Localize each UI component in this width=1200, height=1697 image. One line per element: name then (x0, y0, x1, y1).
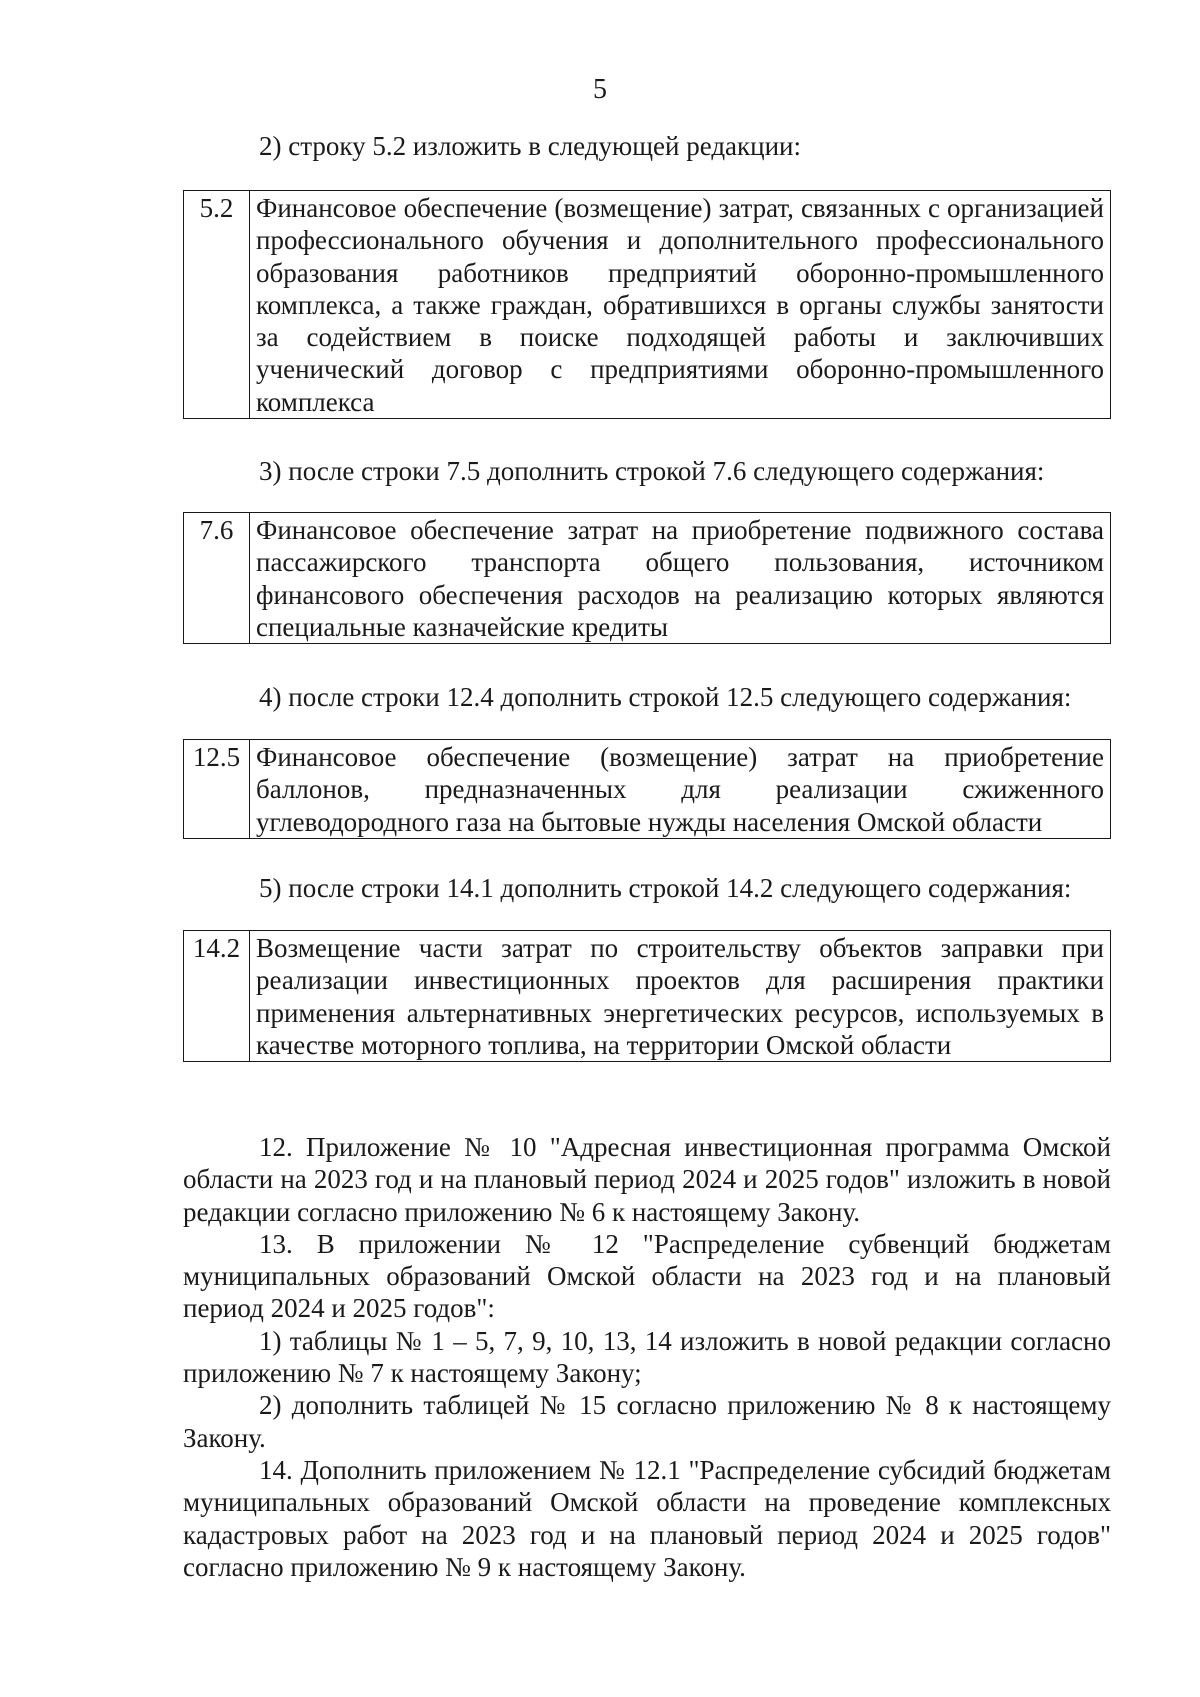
instruction-item-3: 3) после строки 7.5 дополнить строкой 7.6 следующего содержания: (259, 456, 1045, 486)
row-text: Возмещение части затрат по строительству объектов заправки при реализации инвестиционных проектов для расширения практики применения альтернативных энергетических ресурсов, используемых в качестве моторного топлива, на территории Омской области (250, 931, 1111, 1062)
table-row-5-2 (183, 190, 1111, 419)
row-text: Финансовое обеспечение (возмещение) затрат, связанных с организацией профессионального обучения и дополнительного профессионального образования работников предприятий оборонно-промышленного комплекса, а также граждан, обратившихся в органы службы занятости за содействием в поиске подходящей работы и заключивших ученический договор с предприятиями оборонно-промышленного комплекса (250, 191, 1111, 419)
instruction-item-4: 4) после строки 12.4 дополнить строкой 12.5 следующего содержания: (259, 682, 1072, 712)
instruction-item-2: 2) строку 5.2 изложить в следующей редакции: (259, 131, 802, 161)
row-number: 5.2 (184, 191, 250, 419)
paragraph-14: 14. Дополнить приложением № 12.1 "Распределение субсидий бюджетам муниципальных образований Омской области на проведение комплексных кадастровых работ на 2023 год и на плановый период 2024 и 2025 годов" согласно приложению № 9 к настоящему Закону. (183, 1454, 1111, 1582)
document-body (183, 1131, 1111, 1583)
row-number: 14.2 (184, 931, 250, 1062)
paragraph-13-1: 1) таблицы № 1 – 5, 7, 9, 10, 13, 14 изложить в новой редакции согласно приложению № 7 к настоящему Закону; (183, 1325, 1111, 1389)
row-text: Финансовое обеспечение затрат на приобретение подвижного состава пассажирского транспорта общего пользования, источником финансового обеспечения расходов на реализацию которых являются специальные казначейские кредиты (250, 513, 1111, 644)
paragraph-12: 12. Приложение № 10 "Адресная инвестиционная программа Омской области на 2023 год и на плановый период 2024 и 2025 годов" изложить в новой редакции согласно приложению № 6 к настоящему Закону. (183, 1132, 1111, 1227)
table-row-12-5 (183, 739, 1111, 839)
paragraph-13-2: 2) дополнить таблицей № 15 согласно приложению № 8 к настоящему Закону. (183, 1390, 1111, 1453)
table-row-7-6 (183, 512, 1111, 644)
row-text: Финансовое обеспечение (возмещение) затрат на приобретение баллонов, предназначенных для реализации сжиженного углеводородного газа на бытовые нужды населения Омской области (250, 740, 1111, 839)
paragraph-13: 13. В приложении № 12 "Распределение субвенций бюджетам муниципальных образований Омской области на 2023 год и на плановый период 2024 и 2025 годов": (183, 1228, 1111, 1324)
page-number: 5 (593, 74, 607, 105)
instruction-item-5: 5) после строки 14.1 дополнить строкой 14.2 следующего содержания: (259, 873, 1072, 903)
row-number: 7.6 (184, 513, 250, 644)
row-number: 12.5 (184, 740, 250, 839)
table-row-14-2 (183, 930, 1111, 1062)
